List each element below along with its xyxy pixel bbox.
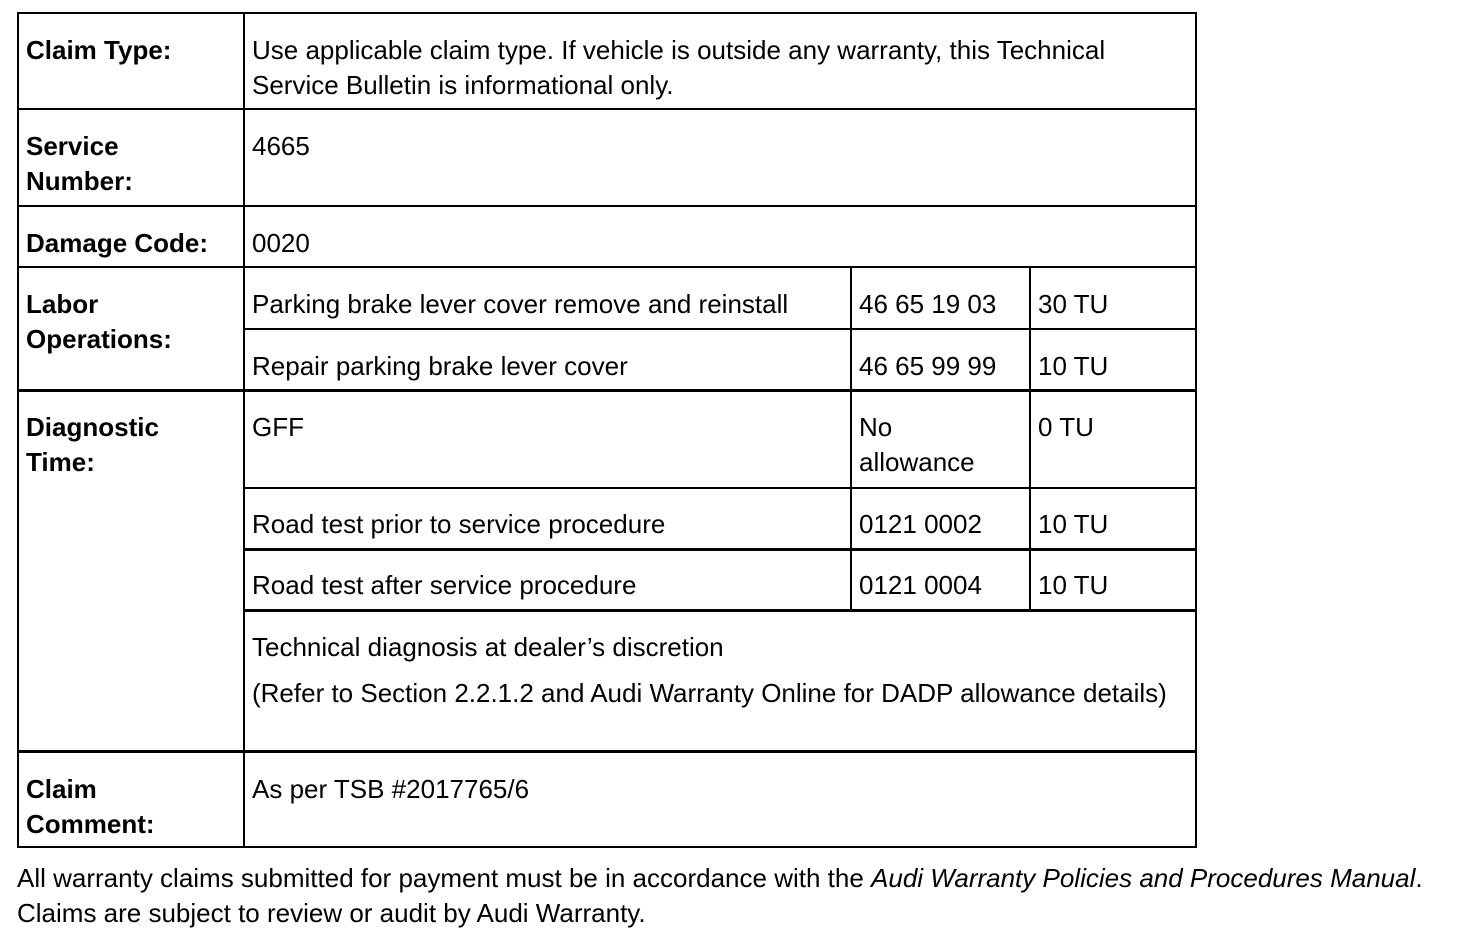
row-divider <box>243 487 1197 489</box>
damage-code-label: Damage Code: <box>26 228 209 258</box>
service-number-label-line1: Service <box>26 131 119 161</box>
row-divider <box>243 548 1197 551</box>
claim-info-table <box>17 12 1197 848</box>
labor-op-description: Parking brake lever cover remove and reinstall <box>252 289 789 319</box>
row-divider <box>19 108 1197 110</box>
diagnostic-time-label-line2: Time: <box>26 447 95 477</box>
service-number-label-line2: Number: <box>26 166 133 196</box>
footer-text-before: All warranty claims submitted for payment must be in accordance with the <box>17 863 872 893</box>
damage-code-value: 0020 <box>252 228 310 258</box>
row-divider <box>243 328 1197 330</box>
diagnostic-note-line1: Technical diagnosis at dealer’s discretion <box>252 632 724 662</box>
labor-op-time: 30 TU <box>1038 289 1109 319</box>
diagnostic-description: GFF <box>252 412 304 442</box>
labor-op-time: 10 TU <box>1038 351 1109 381</box>
labor-operations-label-line2: Operations: <box>26 324 172 354</box>
diagnostic-description: Road test after service procedure <box>252 570 637 600</box>
diagnostic-code-line1: No <box>859 412 893 442</box>
row-divider <box>19 389 1197 392</box>
footer-disclaimer <box>17 861 1437 931</box>
claim-type-label: Claim Type: <box>26 35 172 65</box>
labor-operations-label-line1: Labor <box>26 289 99 319</box>
row-divider <box>19 750 1197 753</box>
diagnostic-time: 10 TU <box>1038 570 1109 600</box>
column-divider-label <box>243 14 245 848</box>
row-divider <box>19 205 1197 207</box>
labor-op-code: 46 65 99 99 <box>859 351 997 381</box>
diagnostic-time: 0 TU <box>1038 412 1094 442</box>
labor-op-code: 46 65 19 03 <box>859 289 997 319</box>
row-divider <box>243 609 1197 612</box>
diagnostic-time-label-line1: Diagnostic <box>26 412 159 442</box>
claim-comment-label-line1: Claim <box>26 774 97 804</box>
service-number-value: 4665 <box>252 131 310 161</box>
footer-text-after: . Claims are subject to review or audit by Audi Warranty. <box>17 863 1423 928</box>
diagnostic-code-line2: allowance <box>859 447 975 477</box>
column-divider-code <box>850 266 852 611</box>
diagnostic-description: Road test prior to service procedure <box>252 509 666 539</box>
labor-op-description: Repair parking brake lever cover <box>252 351 628 381</box>
footer-manual-title: Audi Warranty Policies and Procedures Manual <box>871 863 1416 893</box>
row-divider <box>19 266 1197 268</box>
claim-type-value: Use applicable claim type. If vehicle is outside any warranty, this Technical Service Bulletin is informational only. <box>252 35 1106 100</box>
diagnostic-code: 0121 0002 <box>859 509 982 539</box>
column-divider-time <box>1029 266 1031 611</box>
diagnostic-note-line2: (Refer to Section 2.2.1.2 and Audi Warranty Online for DADP allowance details) <box>252 678 1167 708</box>
diagnostic-code: 0121 0004 <box>859 570 982 600</box>
claim-comment-value: As per TSB #2017765/6 <box>252 774 530 804</box>
claim-comment-label-line2: Comment: <box>26 809 155 839</box>
diagnostic-time: 10 TU <box>1038 509 1109 539</box>
